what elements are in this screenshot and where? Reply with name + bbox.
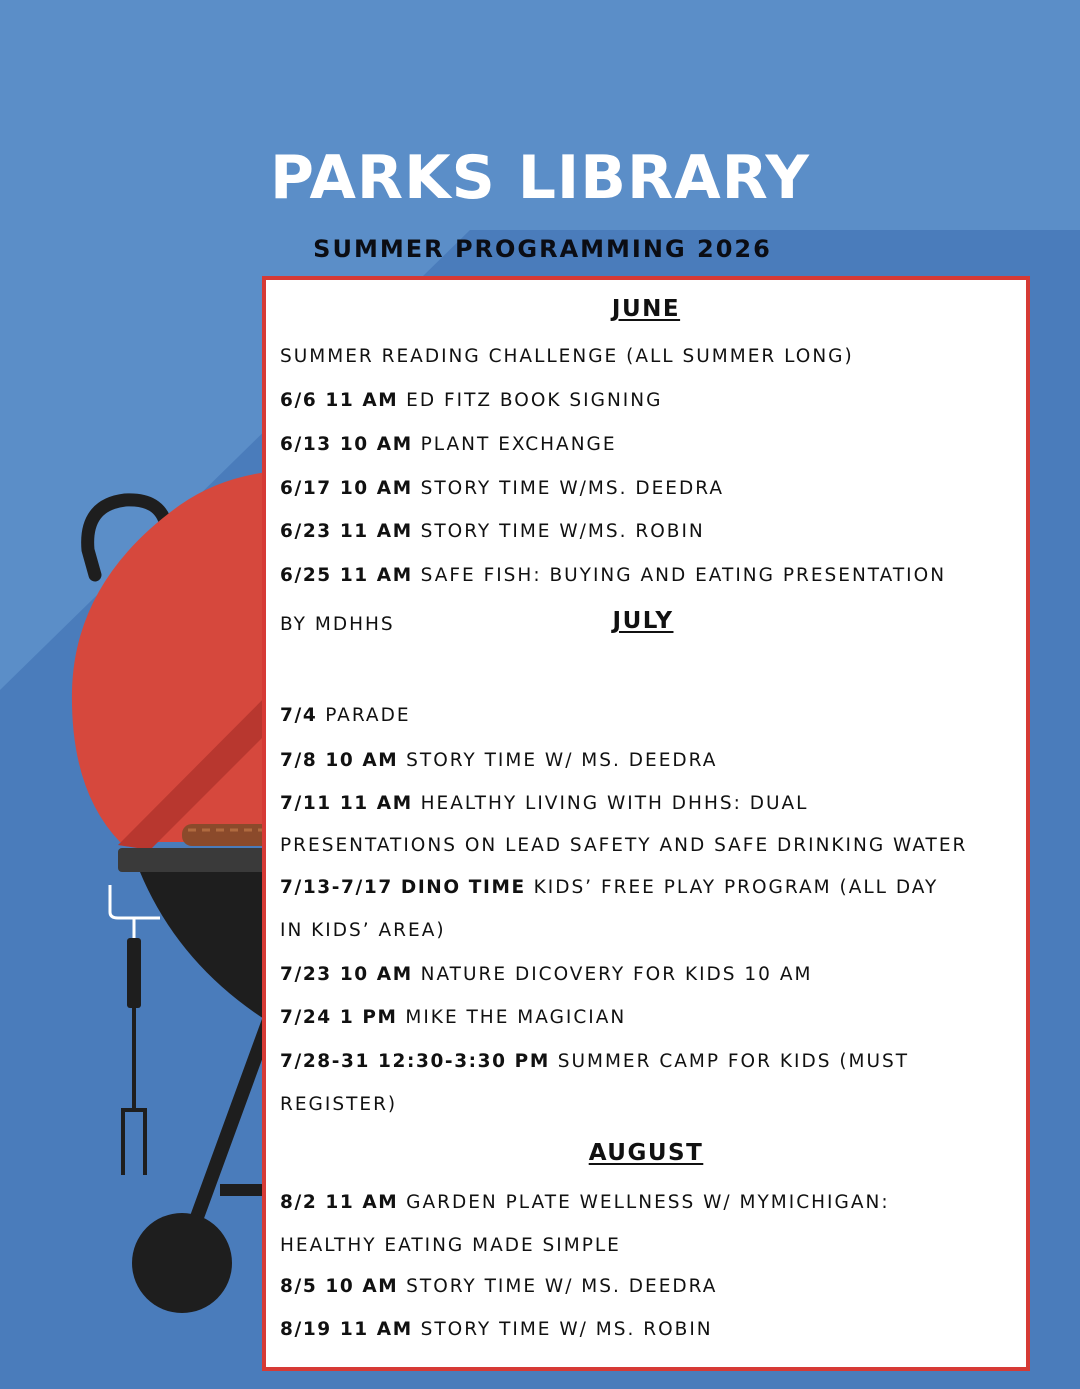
event-description: KIDS’ FREE PLAY PROGRAM (ALL DAY [533, 877, 939, 898]
event-row [280, 478, 1015, 499]
event-time: 7/24 1 PM [280, 1007, 398, 1028]
event-time: 6/6 11 AM [280, 390, 399, 411]
event-time: 7/8 10 AM [280, 750, 399, 771]
event-row-continued: PRESENTATIONS ON LEAD SAFETY AND SAFE DRINKING WATER [280, 835, 968, 856]
event-row [280, 521, 1015, 542]
event-row-continued: HEALTHY EATING MADE SIMPLE [280, 1235, 621, 1256]
event-description: PARADE [325, 705, 411, 726]
event-row [280, 565, 1015, 586]
event-description: ED FITZ BOOK SIGNING [406, 390, 663, 411]
event-time: 6/25 11 AM [280, 565, 413, 586]
month-heading-june: JUNE [611, 296, 681, 322]
event-row [280, 793, 1015, 814]
event-row [280, 750, 1015, 771]
event-description: SUMMER CAMP FOR KIDS (MUST [557, 1051, 910, 1072]
event-description: STORY TIME W/ MS. DEEDRA [406, 1276, 718, 1297]
event-row [280, 1276, 1015, 1297]
event-time: 6/17 10 AM [280, 478, 413, 499]
event-row [280, 705, 1015, 726]
event-row-continued: IN KIDS’ AREA) [280, 920, 446, 941]
event-description: MIKE THE MAGICIAN [405, 1007, 627, 1028]
event-row [280, 390, 1015, 411]
event-time: 7/13-7/17 DINO TIME [280, 877, 526, 898]
event-description: NATURE DICOVERY FOR KIDS 10 AM [420, 964, 813, 985]
event-row [280, 1051, 1015, 1072]
event-description: SAFE FISH: BUYING AND EATING PRESENTATION [420, 565, 947, 586]
event-time: 8/19 11 AM [280, 1319, 413, 1340]
event-time: 6/13 10 AM [280, 434, 413, 455]
event-row-continued: REGISTER) [280, 1094, 398, 1115]
event-row [280, 964, 1015, 985]
event-description: PLANT EXCHANGE [420, 434, 617, 455]
event-description: STORY TIME W/MS. ROBIN [420, 521, 705, 542]
event-description: HEALTHY LIVING WITH DHHS: DUAL [420, 793, 809, 814]
event-description: STORY TIME W/ MS. ROBIN [420, 1319, 713, 1340]
event-row-continued: BY MDHHS [280, 614, 395, 635]
event-time: 8/2 11 AM [280, 1192, 399, 1213]
schedule-panel [262, 276, 1030, 1371]
event-time: 7/11 11 AM [280, 793, 413, 814]
event-description: STORY TIME W/ MS. DEEDRA [406, 750, 718, 771]
event-time: 7/23 10 AM [280, 964, 413, 985]
month-heading-august: AUGUST [588, 1140, 704, 1166]
event-time: 7/4 [280, 705, 318, 726]
event-description: SUMMER READING CHALLENGE (ALL SUMMER LONG) [280, 346, 854, 367]
page-subtitle: SUMMER PROGRAMMING 2026 [313, 235, 772, 263]
event-time: 6/23 11 AM [280, 521, 413, 542]
event-row [280, 877, 1015, 898]
event-time: 7/28-31 12:30-3:30 PM [280, 1051, 550, 1072]
event-description: STORY TIME W/MS. DEEDRA [420, 478, 724, 499]
month-heading-july: JULY [612, 608, 674, 634]
event-row [280, 434, 1015, 455]
event-time: 8/5 10 AM [280, 1276, 399, 1297]
event-row [280, 1007, 1015, 1028]
page-title: PARKS LIBRARY [270, 143, 810, 213]
event-row [280, 346, 1015, 367]
event-description: GARDEN PLATE WELLNESS W/ MYMICHIGAN: [406, 1192, 890, 1213]
event-row [280, 1319, 1015, 1340]
event-row [280, 1192, 1015, 1213]
